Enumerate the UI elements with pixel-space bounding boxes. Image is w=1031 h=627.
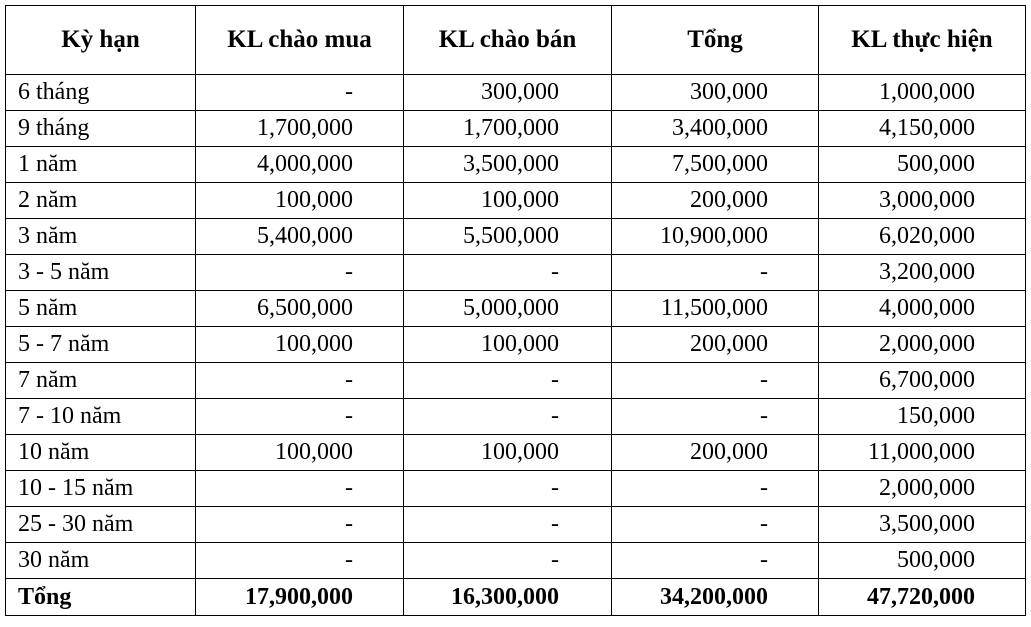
offer-volume-cell: 1,700,000 [404, 111, 612, 147]
bid-volume-cell: 1,700,000 [196, 111, 404, 147]
bid-volume-cell: 100,000 [196, 435, 404, 471]
term-cell: 10 năm [6, 435, 196, 471]
executed-volume-cell: 4,150,000 [819, 111, 1026, 147]
offer-volume-cell: 5,000,000 [404, 291, 612, 327]
table-row [6, 399, 1026, 435]
offer-volume-cell: - [404, 399, 612, 435]
total-cell: 3,400,000 [612, 111, 819, 147]
executed-volume-cell: 1,000,000 [819, 75, 1026, 111]
table-row [6, 75, 1026, 111]
total-cell: 11,500,000 [612, 291, 819, 327]
offer-volume-cell: 100,000 [404, 183, 612, 219]
term-cell: 3 - 5 năm [6, 255, 196, 291]
total-cell: 10,900,000 [612, 219, 819, 255]
offer-volume-cell: - [404, 255, 612, 291]
bid-volume-cell: - [196, 471, 404, 507]
total-cell: - [612, 507, 819, 543]
bid-volume-cell: - [196, 255, 404, 291]
executed-volume-cell: 4,000,000 [819, 291, 1026, 327]
table-row [6, 291, 1026, 327]
total-cell: - [612, 255, 819, 291]
total-cell: 200,000 [612, 183, 819, 219]
total-row [6, 579, 1026, 616]
offer-volume-cell: - [404, 543, 612, 579]
bid-volume-cell: - [196, 543, 404, 579]
bid-volume-cell: 4,000,000 [196, 147, 404, 183]
total-cell: 7,500,000 [612, 147, 819, 183]
table-row [6, 219, 1026, 255]
executed-volume-cell: 2,000,000 [819, 327, 1026, 363]
term-cell: 6 tháng [6, 75, 196, 111]
total-total-cell: 34,200,000 [612, 579, 819, 616]
total-offer-volume-cell: 16,300,000 [404, 579, 612, 616]
total-cell: 200,000 [612, 435, 819, 471]
table-row [6, 327, 1026, 363]
bid-volume-cell: - [196, 399, 404, 435]
term-cell: 3 năm [6, 219, 196, 255]
offer-volume-cell: 5,500,000 [404, 219, 612, 255]
header-row [6, 6, 1026, 75]
offer-volume-cell: 100,000 [404, 435, 612, 471]
table-row [6, 111, 1026, 147]
term-cell: 10 - 15 năm [6, 471, 196, 507]
term-cell: 5 năm [6, 291, 196, 327]
table-body [6, 75, 1026, 616]
term-cell: 30 năm [6, 543, 196, 579]
bond-term-table [5, 5, 1026, 616]
bid-volume-cell: - [196, 363, 404, 399]
header-term: Kỳ hạn [6, 6, 196, 75]
header-executed-volume: KL thực hiện [819, 6, 1026, 75]
executed-volume-cell: 150,000 [819, 399, 1026, 435]
executed-volume-cell: 3,000,000 [819, 183, 1026, 219]
header-bid-volume: KL chào mua [196, 6, 404, 75]
executed-volume-cell: 2,000,000 [819, 471, 1026, 507]
term-cell: 25 - 30 năm [6, 507, 196, 543]
offer-volume-cell: 3,500,000 [404, 147, 612, 183]
table-row [6, 255, 1026, 291]
executed-volume-cell: 500,000 [819, 543, 1026, 579]
table-row [6, 543, 1026, 579]
total-cell: - [612, 543, 819, 579]
offer-volume-cell: 100,000 [404, 327, 612, 363]
total-cell: 300,000 [612, 75, 819, 111]
header-total: Tổng [612, 6, 819, 75]
offer-volume-cell: - [404, 363, 612, 399]
offer-volume-cell: - [404, 507, 612, 543]
bid-volume-cell: 100,000 [196, 183, 404, 219]
term-cell: 7 năm [6, 363, 196, 399]
bid-volume-cell: - [196, 75, 404, 111]
term-cell: 9 tháng [6, 111, 196, 147]
table-row [6, 435, 1026, 471]
table-row [6, 183, 1026, 219]
total-term-cell: Tổng [6, 579, 196, 616]
total-cell: - [612, 363, 819, 399]
executed-volume-cell: 3,200,000 [819, 255, 1026, 291]
term-cell: 2 năm [6, 183, 196, 219]
table-row [6, 147, 1026, 183]
executed-volume-cell: 11,000,000 [819, 435, 1026, 471]
total-executed-volume-cell: 47,720,000 [819, 579, 1026, 616]
bid-volume-cell: - [196, 507, 404, 543]
bid-volume-cell: 5,400,000 [196, 219, 404, 255]
term-cell: 5 - 7 năm [6, 327, 196, 363]
total-cell: 200,000 [612, 327, 819, 363]
table-row [6, 363, 1026, 399]
executed-volume-cell: 3,500,000 [819, 507, 1026, 543]
total-bid-volume-cell: 17,900,000 [196, 579, 404, 616]
offer-volume-cell: 300,000 [404, 75, 612, 111]
offer-volume-cell: - [404, 471, 612, 507]
bid-volume-cell: 6,500,000 [196, 291, 404, 327]
executed-volume-cell: 500,000 [819, 147, 1026, 183]
executed-volume-cell: 6,700,000 [819, 363, 1026, 399]
term-cell: 7 - 10 năm [6, 399, 196, 435]
executed-volume-cell: 6,020,000 [819, 219, 1026, 255]
table-row [6, 471, 1026, 507]
header-offer-volume: KL chào bán [404, 6, 612, 75]
total-cell: - [612, 399, 819, 435]
total-cell: - [612, 471, 819, 507]
term-cell: 1 năm [6, 147, 196, 183]
bid-volume-cell: 100,000 [196, 327, 404, 363]
table-row [6, 507, 1026, 543]
